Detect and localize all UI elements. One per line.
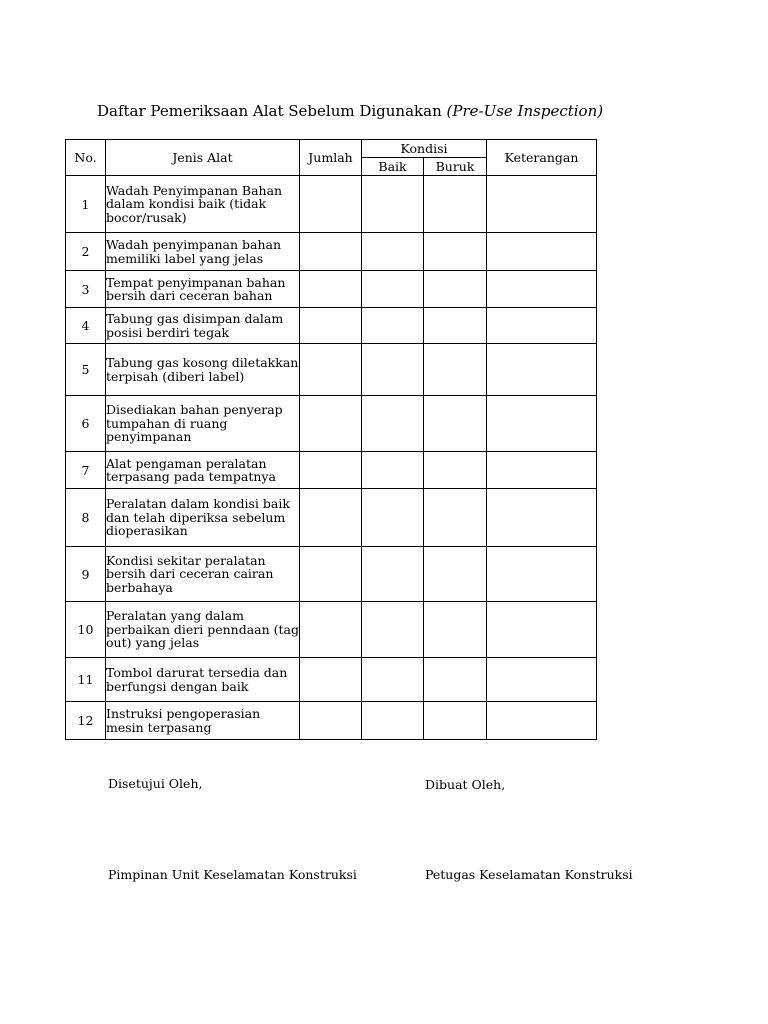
buruk-cell[interactable] bbox=[424, 344, 487, 396]
row-jenis-alat: Tabung gas disimpan dalam posisi berdiri tegak bbox=[106, 308, 300, 344]
table-row bbox=[66, 658, 597, 702]
jumlah-cell[interactable] bbox=[300, 396, 362, 452]
row-number: 7 bbox=[66, 452, 106, 489]
row-jenis-alat: Kondisi sekitar peralatan bersih dari ceceran cairan berbahaya bbox=[106, 547, 300, 602]
keterangan-cell[interactable] bbox=[487, 452, 597, 489]
row-number: 9 bbox=[66, 547, 106, 602]
keterangan-cell[interactable] bbox=[487, 271, 597, 308]
jumlah-cell[interactable] bbox=[300, 702, 362, 740]
baik-cell[interactable] bbox=[362, 176, 424, 233]
jumlah-cell[interactable] bbox=[300, 176, 362, 233]
baik-cell[interactable] bbox=[362, 344, 424, 396]
jumlah-cell[interactable] bbox=[300, 452, 362, 489]
header-jumlah: Jumlah bbox=[300, 140, 362, 176]
baik-cell[interactable] bbox=[362, 702, 424, 740]
buruk-cell[interactable] bbox=[424, 308, 487, 344]
buruk-cell[interactable] bbox=[424, 176, 487, 233]
approved-by-role: Pimpinan Unit Keselamatan Konstruksi bbox=[108, 867, 357, 882]
keterangan-cell[interactable] bbox=[487, 308, 597, 344]
keterangan-cell[interactable] bbox=[487, 702, 597, 740]
keterangan-cell[interactable] bbox=[487, 396, 597, 452]
row-jenis-alat: Tombol darurat tersedia dan berfungsi dengan baik bbox=[106, 658, 300, 702]
baik-cell[interactable] bbox=[362, 271, 424, 308]
baik-cell[interactable] bbox=[362, 308, 424, 344]
buruk-cell[interactable] bbox=[424, 233, 487, 271]
row-jenis-alat: Tempat penyimpanan bahan bersih dari ceceran bahan bbox=[106, 271, 300, 308]
row-jenis-alat: Alat pengaman peralatan terpasang pada tempatnya bbox=[106, 452, 300, 489]
table-header bbox=[66, 140, 597, 176]
header-kondisi: Kondisi bbox=[362, 140, 487, 158]
row-number: 1 bbox=[66, 176, 106, 233]
table-row bbox=[66, 547, 597, 602]
title-subtitle: (Pre-Use Inspection) bbox=[446, 102, 604, 120]
header-no: No. bbox=[66, 140, 106, 176]
jumlah-cell[interactable] bbox=[300, 602, 362, 658]
baik-cell[interactable] bbox=[362, 602, 424, 658]
row-number: 10 bbox=[66, 602, 106, 658]
row-number: 2 bbox=[66, 233, 106, 271]
keterangan-cell[interactable] bbox=[487, 176, 597, 233]
row-jenis-alat: Peralatan dalam kondisi baik dan telah diperiksa sebelum dioperasikan bbox=[106, 489, 300, 547]
keterangan-cell[interactable] bbox=[487, 344, 597, 396]
buruk-cell[interactable] bbox=[424, 658, 487, 702]
jumlah-cell[interactable] bbox=[300, 233, 362, 271]
table-row bbox=[66, 233, 597, 271]
baik-cell[interactable] bbox=[362, 233, 424, 271]
row-jenis-alat: Peralatan yang dalam perbaikan dieri penndaan (tag out) yang jelas bbox=[106, 602, 300, 658]
baik-cell[interactable] bbox=[362, 547, 424, 602]
table-row bbox=[66, 271, 597, 308]
table-row bbox=[66, 489, 597, 547]
jumlah-cell[interactable] bbox=[300, 308, 362, 344]
table-row bbox=[66, 396, 597, 452]
header-jenis-alat: Jenis Alat bbox=[106, 140, 300, 176]
buruk-cell[interactable] bbox=[424, 702, 487, 740]
keterangan-cell[interactable] bbox=[487, 658, 597, 702]
keterangan-cell[interactable] bbox=[487, 602, 597, 658]
header-keterangan: Keterangan bbox=[487, 140, 597, 176]
title-main: Daftar Pemeriksaan Alat Sebelum Digunakan bbox=[97, 102, 442, 120]
buruk-cell[interactable] bbox=[424, 396, 487, 452]
keterangan-cell[interactable] bbox=[487, 547, 597, 602]
document-title bbox=[97, 102, 603, 120]
row-number: 11 bbox=[66, 658, 106, 702]
row-jenis-alat: Wadah Penyimpanan Bahan dalam kondisi baik (tidak bocor/rusak) bbox=[106, 176, 300, 233]
row-jenis-alat: Tabung gas kosong diletakkan terpisah (diberi label) bbox=[106, 344, 300, 396]
keterangan-cell[interactable] bbox=[487, 233, 597, 271]
table-row bbox=[66, 176, 597, 233]
made-by-role: Petugas Keselamatan Konstruksi bbox=[425, 867, 633, 882]
jumlah-cell[interactable] bbox=[300, 547, 362, 602]
row-number: 6 bbox=[66, 396, 106, 452]
inspection-table bbox=[65, 139, 597, 740]
table-row bbox=[66, 602, 597, 658]
jumlah-cell[interactable] bbox=[300, 271, 362, 308]
buruk-cell[interactable] bbox=[424, 271, 487, 308]
header-buruk: Buruk bbox=[424, 158, 487, 176]
row-number: 4 bbox=[66, 308, 106, 344]
jumlah-cell[interactable] bbox=[300, 489, 362, 547]
header-baik: Baik bbox=[362, 158, 424, 176]
approved-by-label: Disetujui Oleh, bbox=[108, 776, 203, 791]
row-jenis-alat: Instruksi pengoperasian mesin terpasang bbox=[106, 702, 300, 740]
row-number: 3 bbox=[66, 271, 106, 308]
jumlah-cell[interactable] bbox=[300, 658, 362, 702]
keterangan-cell[interactable] bbox=[487, 489, 597, 547]
row-number: 8 bbox=[66, 489, 106, 547]
table-row bbox=[66, 308, 597, 344]
baik-cell[interactable] bbox=[362, 489, 424, 547]
buruk-cell[interactable] bbox=[424, 547, 487, 602]
buruk-cell[interactable] bbox=[424, 602, 487, 658]
table-row bbox=[66, 344, 597, 396]
baik-cell[interactable] bbox=[362, 452, 424, 489]
made-by-label: Dibuat Oleh, bbox=[425, 777, 506, 792]
table-body bbox=[66, 176, 597, 740]
buruk-cell[interactable] bbox=[424, 452, 487, 489]
row-jenis-alat: Disediakan bahan penyerap tumpahan di ruang penyimpanan bbox=[106, 396, 300, 452]
row-number: 5 bbox=[66, 344, 106, 396]
jumlah-cell[interactable] bbox=[300, 344, 362, 396]
table-row bbox=[66, 702, 597, 740]
table-row bbox=[66, 452, 597, 489]
baik-cell[interactable] bbox=[362, 658, 424, 702]
row-jenis-alat: Wadah penyimpanan bahan memiliki label yang jelas bbox=[106, 233, 300, 271]
baik-cell[interactable] bbox=[362, 396, 424, 452]
row-number: 12 bbox=[66, 702, 106, 740]
buruk-cell[interactable] bbox=[424, 489, 487, 547]
